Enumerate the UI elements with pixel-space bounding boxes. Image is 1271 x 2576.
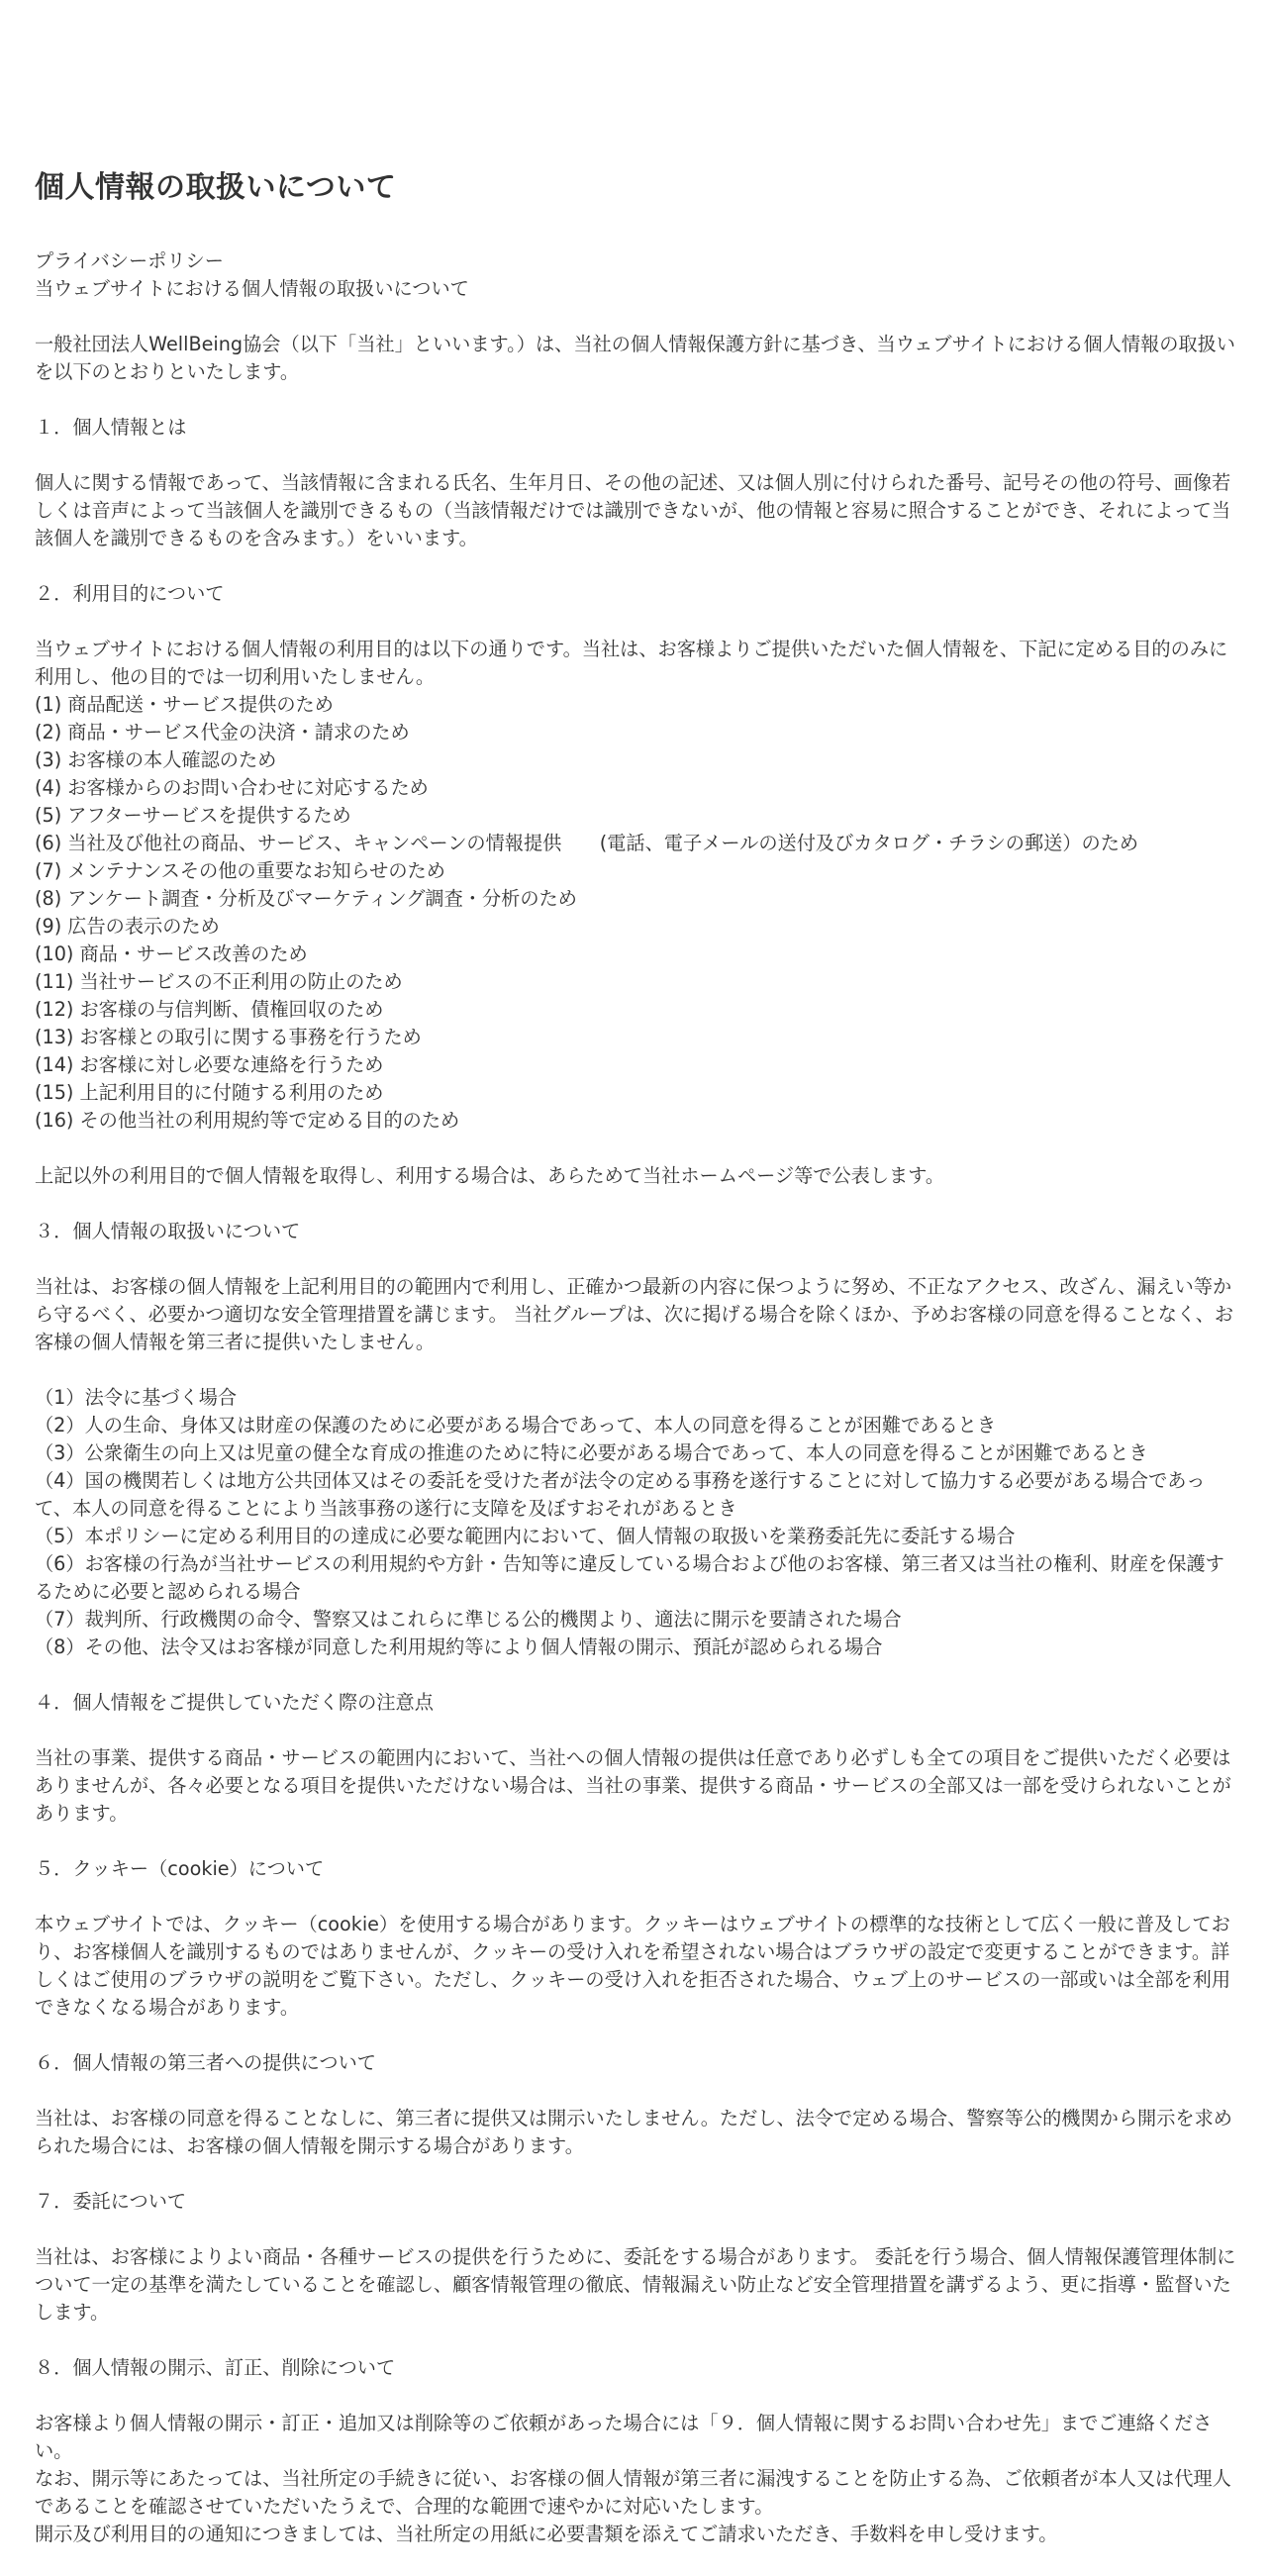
section-8-body (35, 2410, 1240, 2548)
section-1-text: 個人に関する情報であって、当該情報に含まれる氏名、生年月日、その他の記述、又は個人別に付けられた番号、記号その他の符号、画像若しくは音声によって当該個人を識別できるもの（当該情報だけでは識別できないが、他の情報と容易に照合することができ、それによって当該個人を識別できるものを含みます。）をいいます。 (35, 471, 1231, 549)
purpose-item: (16) その他当社の利用規約等で定める目的のため (35, 1109, 460, 1132)
section-7-heading: ７．委託について (35, 2190, 187, 2213)
section-5-body (35, 1911, 1240, 2022)
intro-subtitle: 当ウェブサイトにおける個人情報の取扱いについて (35, 277, 469, 300)
purpose-item: (2) 商品・サービス代金の決済・請求のため (35, 721, 410, 743)
purpose-item: (9) 広告の表示のため (35, 915, 220, 938)
section-4-text: 当社の事業、提供する商品・サービスの範囲内において、当社への個人情報の提供は任意であり必ずしも全ての項目をご提供いただく必要はありませんが、各々必要となる項目を提供いただけない場合は、当社の事業、提供する商品・サービスの全部又は一部を受けられないことがあります。 (35, 1746, 1231, 1825)
section-6-body (35, 2105, 1240, 2160)
section-1-heading: １．個人情報とは (35, 416, 187, 439)
section-3-list (35, 1384, 1240, 1661)
policy-content (35, 248, 1240, 2548)
purpose-item: (6) 当社及び他社の商品、サービス、キャンペーンの情報提供 (電話、電子メールの送付及びカタログ・チラシの郵送）のため (35, 832, 1139, 854)
section-2-heading: ２．利用目的について (35, 582, 225, 605)
exception-item: （1）法令に基づく場合 (35, 1386, 238, 1409)
purpose-item: (5) アフターサービスを提供するため (35, 804, 351, 827)
section-2-text: 当ウェブサイトにおける個人情報の利用目的は以下の通りです。当社は、お客様よりご提供いただいた個人情報を、下記に定める目的のみに利用し、他の目的では一切利用いたしません。 (35, 638, 1228, 688)
exception-item: （4）国の機関若しくは地方公共団体又はその委託を受けた者が法令の定める事務を遂行することに対して協力する必要がある場合であって、本人の同意を得ることにより当該事務の遂行に支障を及ぼすおそれがあるとき (35, 1469, 1206, 1520)
preamble-text: 一般社団法人WellBeing協会（以下「当社」といいます。）は、当社の個人情報保護方針に基づき、当ウェブサイトにおける個人情報の取扱いを以下のとおりといたします。 (35, 333, 1235, 383)
intro (35, 248, 1240, 303)
section-3-body (35, 1273, 1240, 1356)
purpose-item: (14) お客様に対し必要な連絡を行うため (35, 1053, 384, 1076)
purpose-item: (13) お客様との取引に関する事務を行うため (35, 1026, 422, 1048)
section-4-heading: ４．個人情報をご提供していただく際の注意点 (35, 1691, 434, 1714)
section-3-heading: ３．個人情報の取扱いについて (35, 1220, 301, 1242)
section-6-heading: ６．個人情報の第三者への提供について (35, 2051, 376, 2074)
section-2-body (35, 636, 1240, 1135)
privacy-policy-page (35, 166, 1240, 2576)
section-7-body (35, 2243, 1240, 2327)
purpose-item: (10) 商品・サービス改善のため (35, 942, 308, 965)
purpose-item: (8) アンケート調査・分析及びマーケティング調査・分析のため (35, 887, 577, 910)
intro-title: プライバシーポリシー (35, 249, 224, 272)
section-5-text: 本ウェブサイトでは、クッキー（cookie）を使用する場合があります。クッキーはウェブサイトの標準的な技術として広く一般に普及しており、お客様個人を識別するものではありませんが、クッキーの受け入れを希望されない場合はブラウザの設定で変更することができます。詳しくはご使用のブラウザの説明をご覧下さい。ただし、クッキーの受け入れを拒否された場合、ウェブ上のサービスの一部或いは全部を利用できなくなる場合があります。 (35, 1913, 1231, 2019)
exception-item: （8）その他、法令又はお客様が同意した利用規約等により個人情報の開示、預託が認められる場合 (35, 1635, 883, 1658)
section-4-body (35, 1744, 1240, 1828)
exception-item: （6）お客様の行為が当社サービスの利用規約や方針・告知等に違反している場合および他のお客様、第三者又は当社の権利、財産を保護するために必要と認められる場合 (35, 1552, 1224, 1603)
purpose-item: (11) 当社サービスの不正利用の防止のため (35, 970, 403, 993)
purpose-item: (12) お客様の与信判断、債権回収のため (35, 998, 384, 1021)
purpose-item: (3) お客様の本人確認のため (35, 748, 277, 771)
exception-item: （2）人の生命、身体又は財産の保護のために必要がある場合であって、本人の同意を得ることが困難であるとき (35, 1414, 997, 1437)
exception-item: （5）本ポリシーに定める利用目的の達成に必要な範囲内において、個人情報の取扱いを業務委託先に委託する場合 (35, 1525, 1016, 1547)
section-8-line: なお、開示等にあたっては、当社所定の手続きに従い、お客様の個人情報が第三者に漏洩することを防止する為、ご依頼者が本人又は代理人であることを確認させていただいたうえで、合理的な範囲で速やかに対応いたします。 (35, 2467, 1231, 2518)
section-5-heading: ５．クッキー（cookie）について (35, 1857, 325, 1880)
section-8-line: お客様より個人情報の開示・訂正・追加又は削除等のご依頼があった場合には「９．個人情報に関するお問い合わせ先」までご連絡ください。 (35, 2412, 1213, 2462)
purpose-item: (4) お客様からのお問い合わせに対応するため (35, 776, 429, 799)
section-2-footer (35, 1162, 1240, 1190)
section-7-text: 当社は、お客様によりよい商品・各種サービスの提供を行うために、委託をする場合があります。 委託を行う場合、個人情報保護管理体制について一定の基準を満たしていることを確認し、顧客情報管理の徹底、情報漏えい防止など安全管理措置を講ずるよう、更に指導・監督いたします。 (35, 2245, 1236, 2324)
section-2-footer-text: 上記以外の利用目的で個人情報を取得し、利用する場合は、あらためて当社ホームページ等で公表します。 (35, 1164, 945, 1187)
preamble (35, 331, 1240, 386)
purpose-item: (15) 上記利用目的に付随する利用のため (35, 1081, 384, 1104)
section-1-body (35, 469, 1240, 552)
section-8-line: 開示及び利用目的の通知につきましては、当社所定の用紙に必要書類を添えてご請求いただき、手数料を申し受けます。 (35, 2523, 1058, 2545)
purpose-item: (1) 商品配送・サービス提供のため (35, 693, 334, 716)
purpose-item: (7) メンテナンスその他の重要なお知らせのため (35, 859, 445, 882)
exception-item: （3）公衆衛生の向上又は児童の健全な育成の推進のために特に必要がある場合であって、本人の同意を得ることが困難であるとき (35, 1441, 1148, 1464)
section-3-text: 当社は、お客様の個人情報を上記利用目的の範囲内で利用し、正確かつ最新の内容に保つように努め、不正なアクセス、改ざん、漏えい等から守るべく、必要かつ適切な安全管理措置を講じます。 当社グループは、次に掲げる場合を除くほか、予めお客様の同意を得ることなく、お客様の個人情報を第三者に提供いたしません。 (35, 1275, 1234, 1353)
section-6-text: 当社は、お客様の同意を得ることなしに、第三者に提供又は開示いたしません。ただし、法令で定める場合、警察等公的機関から開示を求められた場合には、お客様の個人情報を開示する場合があります。 (35, 2107, 1232, 2157)
page-title: 個人情報の取扱いについて (35, 170, 397, 205)
exception-item: （7）裁判所、行政機関の命令、警察又はこれらに準じる公的機関より、適法に開示を要請された場合 (35, 1608, 902, 1631)
section-8-heading: ８．個人情報の開示、訂正、削除について (35, 2356, 396, 2379)
